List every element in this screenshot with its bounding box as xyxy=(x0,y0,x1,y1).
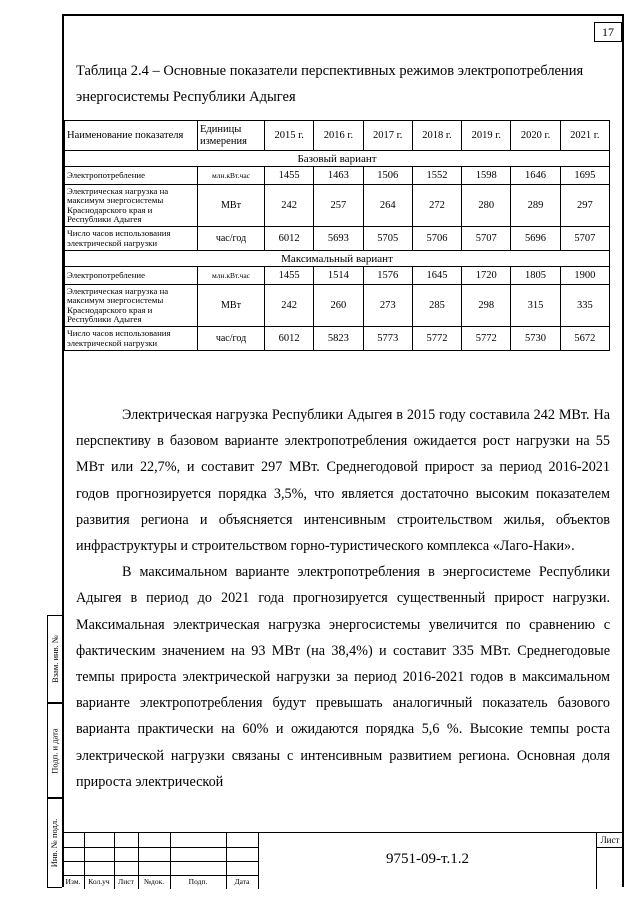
row-value: 6012 xyxy=(265,327,314,351)
row-value: 272 xyxy=(412,185,461,227)
frame-top-line xyxy=(62,14,623,16)
header-name: Наименование показателя xyxy=(65,121,198,151)
row-value: 1506 xyxy=(363,167,412,185)
section-row xyxy=(65,251,610,267)
row-value: 1900 xyxy=(560,267,609,285)
row-value: 5823 xyxy=(314,327,363,351)
header-year: 2020 г. xyxy=(511,121,560,151)
body-text xyxy=(76,402,610,795)
stamp-label-change: Изм. xyxy=(65,877,81,886)
header-year: 2015 г. xyxy=(265,121,314,151)
indicators-table xyxy=(64,120,610,351)
row-unit: час/год xyxy=(198,327,265,351)
header-year: 2021 г. xyxy=(560,121,609,151)
table-row xyxy=(65,267,610,285)
stamp-label-qty: Кол.уч xyxy=(88,877,110,886)
section-title: Базовый вариант xyxy=(65,151,610,167)
frame-right-line xyxy=(622,14,624,887)
row-value: 5672 xyxy=(560,327,609,351)
section-title: Максимальный вариант xyxy=(65,251,610,267)
row-value: 1598 xyxy=(462,167,511,185)
section-row xyxy=(65,151,610,167)
side-label-signature: Подп. и дата xyxy=(49,727,60,774)
side-label-inventory: Инв. № подл. xyxy=(49,818,60,868)
row-value: 5772 xyxy=(462,327,511,351)
paragraph-1: Электрическая нагрузка Республики Адыгея в 2015 году составила 242 МВт. На перспективу в базовом варианте электропотребления ожидается рост нагрузки на 55 МВт или 22,7%, и составит 297 МВт. Среднегодовой прирост за период 2016-2021 годов прогнозируется порядка 3,5%, что является достаточно высоким показателем развития региона и объясняется интенсивным строительством жилья, объектов инфраструктуры и строительством горно-туристического комплекса «Лаго-Наки». xyxy=(76,407,610,555)
stamp-label-doc: №док. xyxy=(143,877,165,886)
stamp-label-sign: Подп. xyxy=(188,877,208,886)
row-name: Электрическая нагрузка на максимум энергосистемы Краснодарского края и Республики Адыгея xyxy=(65,185,198,227)
stamp-label-date: Дата xyxy=(234,877,250,886)
row-value: 273 xyxy=(363,285,412,327)
row-value: 5696 xyxy=(511,227,560,251)
row-value: 5707 xyxy=(560,227,609,251)
row-value: 5693 xyxy=(314,227,363,251)
sheet-label: Лист xyxy=(597,833,623,848)
header-year: 2016 г. xyxy=(314,121,363,151)
paragraph-2: В максимальном варианте электропотребления в энергосистеме Республики Адыгея в период до 2021 года прогнозируется существенный прирост нагрузки. Максимальная электрическая нагрузка энергосистемы увеличится по сравнению с фактическим значением на 93 МВт (на 38,4%) и составит 335 МВт. Среднегодовые темпы прироста электрической нагрузки за период 2016-2021 годов в максимальном варианте электропотребления будут превышать аналогичный показатель базового варианта практически на 60% и ожидаются порядка 5,6 %. Высокие темпы роста электрической нагрузки связаны с интенсивным развитием региона. Основная доля прироста электрической xyxy=(76,564,610,790)
sheet-number-box xyxy=(597,833,623,889)
row-value: 1805 xyxy=(511,267,560,285)
row-unit: час/год xyxy=(198,227,265,251)
header-year: 2017 г. xyxy=(363,121,412,151)
table-row xyxy=(65,167,610,185)
table-row xyxy=(65,227,610,251)
document-code: 9751-09-т.1.2 xyxy=(258,833,597,889)
row-name: Число часов использования электрической нагрузки xyxy=(65,327,198,351)
row-value: 5772 xyxy=(412,327,461,351)
row-value: 1455 xyxy=(265,167,314,185)
row-value: 285 xyxy=(412,285,461,327)
row-unit: млн.кВт.час xyxy=(198,167,265,185)
row-value: 5706 xyxy=(412,227,461,251)
row-value: 1576 xyxy=(363,267,412,285)
row-unit: МВт xyxy=(198,185,265,227)
row-name: Электропотребление xyxy=(65,167,198,185)
row-value: 1463 xyxy=(314,167,363,185)
page-number: 17 xyxy=(594,22,622,42)
row-value: 5773 xyxy=(363,327,412,351)
stamp-label-sheet: Лист xyxy=(118,877,134,886)
row-value: 1646 xyxy=(511,167,560,185)
table-caption: Таблица 2.4 – Основные показатели перспективных режимов электропотребления энергосистемы Республики Адыгея xyxy=(76,63,584,105)
row-value: 315 xyxy=(511,285,560,327)
row-value: 289 xyxy=(511,185,560,227)
row-unit: млн.кВт.час xyxy=(198,267,265,285)
row-value: 5705 xyxy=(363,227,412,251)
header-unit: Единицы измерения xyxy=(198,121,265,151)
row-value: 1695 xyxy=(560,167,609,185)
header-year: 2018 г. xyxy=(412,121,461,151)
row-value: 335 xyxy=(560,285,609,327)
table-row xyxy=(65,285,610,327)
table-row xyxy=(65,185,610,227)
row-value: 1645 xyxy=(412,267,461,285)
row-name: Число часов использования электрической нагрузки xyxy=(65,227,198,251)
revision-grid xyxy=(62,833,258,889)
row-value: 242 xyxy=(265,185,314,227)
row-value: 6012 xyxy=(265,227,314,251)
row-value: 260 xyxy=(314,285,363,327)
header-year: 2019 г. xyxy=(462,121,511,151)
row-value: 1552 xyxy=(412,167,461,185)
row-value: 264 xyxy=(363,185,412,227)
row-name: Электропотребление xyxy=(65,267,198,285)
row-value: 5707 xyxy=(462,227,511,251)
row-name: Электрическая нагрузка на максимум энергосистемы Краснодарского края и Республики Адыгея xyxy=(65,285,198,327)
row-value: 1720 xyxy=(462,267,511,285)
row-value: 257 xyxy=(314,185,363,227)
row-value: 5730 xyxy=(511,327,560,351)
row-value: 298 xyxy=(462,285,511,327)
row-value: 1455 xyxy=(265,267,314,285)
row-value: 280 xyxy=(462,185,511,227)
title-block xyxy=(62,832,623,889)
row-value: 1514 xyxy=(314,267,363,285)
side-label-replacement: Взам. инв. № xyxy=(49,635,60,683)
row-value: 297 xyxy=(560,185,609,227)
row-unit: МВт xyxy=(198,285,265,327)
table-row xyxy=(65,327,610,351)
table-header-row xyxy=(65,121,610,151)
row-value: 242 xyxy=(265,285,314,327)
